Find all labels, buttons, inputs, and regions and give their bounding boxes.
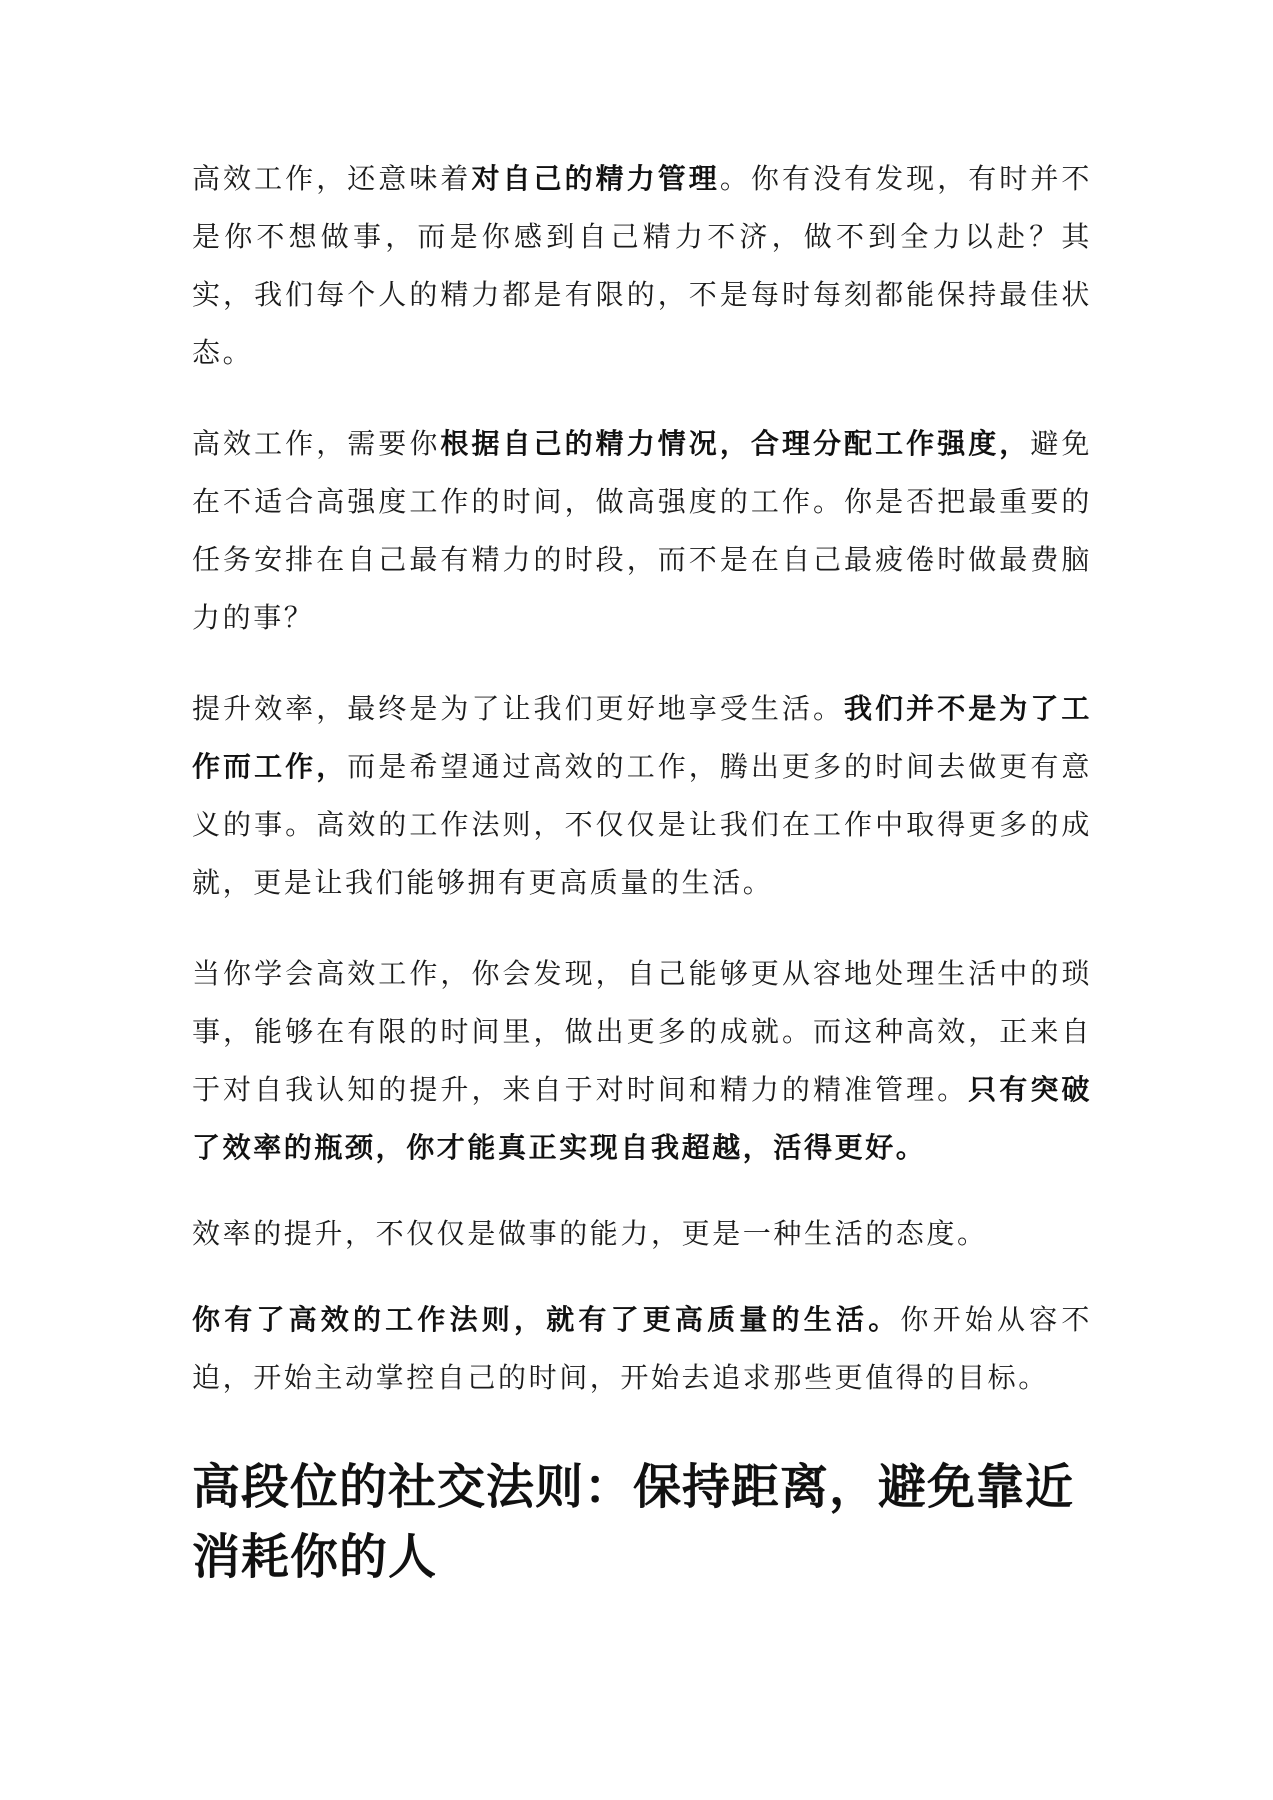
bold-text: 你有了高效的工作法则，就有了更高质量的生活。 — [192, 1303, 901, 1336]
paragraph-text: 。你有没有发现，有时并不是你不想做事，而是你感到自己精力不济，做不到全力以赴？其实，我们每个人的精力都是有限的，不是每时每刻都能保持最佳状态。 — [192, 162, 1093, 369]
section-heading: 高段位的社交法则：保持距离，避免靠近消耗你的人 — [192, 1459, 1075, 1585]
paragraph-text: 高效工作，需要你 — [192, 427, 441, 460]
paragraph-higher-quality-life — [192, 1291, 1092, 1407]
paragraph-text: 高效工作，还意味着 — [192, 162, 472, 195]
paragraph-attitude — [192, 1205, 1092, 1263]
paragraph-work-intensity — [192, 415, 1092, 647]
paragraph-self-transcendence — [192, 945, 1092, 1177]
bold-text: 我们并不是为了工作而工作， — [192, 692, 1092, 783]
document-body — [192, 150, 1092, 1592]
bold-text: 只有突破了效率的瓶颈，你才能真正实现自我超越，活得更好。 — [192, 1073, 1092, 1164]
paragraph-text: 你开始从容不迫，开始主动掌控自己的时间，开始去追求那些更值得的目标。 — [192, 1303, 1093, 1394]
paragraph-text: 提升效率，最终是为了让我们更好地享受生活。 — [192, 692, 845, 725]
paragraph-text: 而是希望通过高效的工作，腾出更多的时间去做更有意义的事。高效的工作法则，不仅仅是让我们在工作中取得更多的成就，更是让我们能够拥有更高质量的生活。 — [192, 750, 1092, 899]
paragraph-text: 效率的提升，不仅仅是做事的能力，更是一种生活的态度。 — [192, 1217, 988, 1250]
paragraph-text: 避免在不适合高强度工作的时间，做高强度的工作。你是否把最重要的任务安排在自己最有精力的时段，而不是在自己最疲倦时做最费脑力的事？ — [192, 427, 1092, 634]
paragraph-text: 当你学会高效工作，你会发现，自己能够更从容地处理生活中的琐事，能够在有限的时间里，做出更多的成就。而这种高效，正来自于对自我认知的提升，来自于对时间和精力的精准管理。 — [192, 957, 1092, 1106]
bold-text: 根据自己的精力情况，合理分配工作强度， — [440, 427, 1031, 460]
bold-text: 对自己的精力管理 — [471, 162, 720, 195]
paragraph-energy-management — [192, 150, 1092, 382]
paragraph-enjoy-life — [192, 680, 1092, 912]
